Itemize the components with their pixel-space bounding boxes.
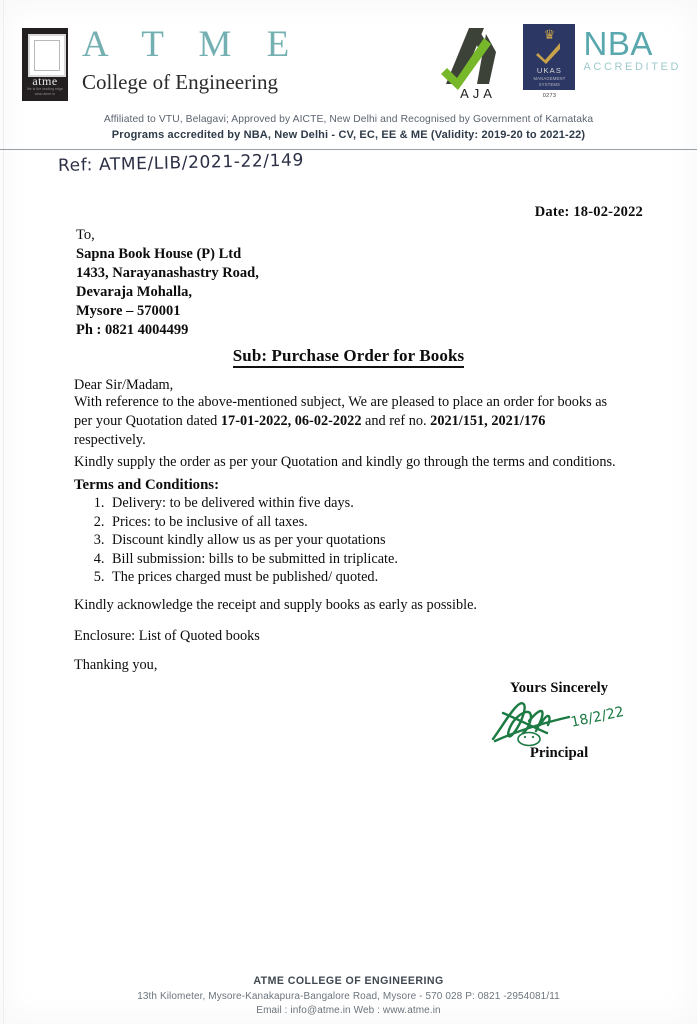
aja-logo-icon <box>439 22 517 104</box>
signature-date: 18/2/22 <box>569 703 626 731</box>
recipient-phone: Ph : 0821 4004499 <box>76 322 189 338</box>
page-footer <box>0 975 697 1016</box>
nba-accredited-label: ACCREDITED <box>583 61 681 74</box>
crown-icon: ♛ <box>543 27 556 42</box>
terms-list <box>74 494 398 587</box>
header-divider <box>0 149 697 150</box>
signature-block <box>479 680 639 762</box>
letterhead <box>0 0 697 150</box>
terms-item: 5. The prices charged must be published/ quoted. <box>108 568 398 587</box>
terms-heading: Terms and Conditions: <box>74 477 219 493</box>
designation: Principal <box>529 745 589 761</box>
supply-instruction: Kindly supply the order as per your Quotation and kindly go through the terms and conditions. <box>74 454 616 470</box>
check-icon <box>536 42 562 64</box>
terms-item: 3. Discount kindly allow us as per your quotations <box>108 531 398 550</box>
recipient-address <box>76 226 259 340</box>
body-part-1: With reference to the above-mentioned subject, We are pleased to place an order for books as per your Quotation dated <box>74 394 608 429</box>
body-part-2: and ref no. <box>361 413 431 429</box>
closing-salutation: Yours Sincerely <box>509 680 609 696</box>
recipient-to-label: To, <box>76 227 95 243</box>
ukas-number: 0273 <box>542 93 557 99</box>
ukas-system-line2: SYSTEMS <box>538 81 561 87</box>
subject-line <box>0 346 697 366</box>
affiliation-line-1: Affiliated to VTU, Belagavi; Approved by AICTE, New Delhi and Recognised by Government of Karnataka <box>103 114 594 125</box>
nba-logo-icon <box>583 22 681 73</box>
scan-edge-line <box>3 0 4 1024</box>
recipient-locality: Devaraja Mohalla, <box>76 284 192 300</box>
atme-logo-tagline-line1: life is the leading edge <box>26 87 64 91</box>
recipient-street: 1433, Narayanashastry Road, <box>76 265 259 281</box>
ukas-logo-icon <box>523 22 575 99</box>
reference-number-handwritten: Ref: ATME/LIB/2021-22/149 <box>57 150 305 176</box>
institute-subtitle: College of Engineering <box>82 70 278 94</box>
atme-logo-tagline-line2: www.atme.in <box>34 91 56 96</box>
affiliation-block <box>0 113 697 144</box>
atme-logo-wordmark: atme <box>32 74 58 88</box>
footer-college-name: ATME COLLEGE OF ENGINEERING <box>253 975 444 987</box>
nba-wordmark: NBA <box>583 25 653 62</box>
atme-logo-tagline <box>22 87 68 97</box>
footer-address: 13th Kilometer, Mysore-Kanakapura-Bangalore Road, Mysore - 570 028 P: 0821 -2954081/11 <box>137 991 560 1002</box>
recipient-name: Sapna Book House (P) Ltd <box>76 246 242 262</box>
institute-branding <box>22 26 302 101</box>
recipient-city-pin: Mysore – 570001 <box>76 303 181 319</box>
terms-item: 1. Delivery: to be delivered within five days. <box>108 494 398 513</box>
body-paragraph <box>74 393 619 450</box>
footer-contact: Email : info@atme.in Web : www.atme.in <box>256 1005 441 1016</box>
atme-logo-icon <box>22 28 68 101</box>
ukas-badge <box>523 24 575 90</box>
salutation: Dear Sir/Madam, <box>74 377 174 393</box>
ukas-system-text <box>523 76 575 87</box>
atme-logo-inner-square <box>34 40 60 71</box>
institute-name-block <box>82 26 302 93</box>
accreditation-logos <box>439 22 681 104</box>
institute-name: A T M E <box>82 24 303 65</box>
thanking-line: Thanking you, <box>74 657 158 673</box>
terms-item: 2. Prices: to be inclusive of all taxes. <box>108 513 398 532</box>
atme-logo-frame <box>28 34 66 77</box>
body-part-3: respectively. <box>74 432 146 448</box>
letter-date: Date: 18-02-2022 <box>534 204 643 220</box>
ukas-name: UKAS <box>536 66 563 75</box>
acknowledge-request: Kindly acknowledge the receipt and supply books as early as possible. <box>74 597 477 613</box>
enclosure-line: Enclosure: List of Quoted books <box>74 628 260 644</box>
subject-text: Sub: Purchase Order for Books <box>233 346 464 368</box>
terms-item: 4. Bill submission: bills to be submitted in triplicate. <box>108 550 398 569</box>
signature-area <box>479 697 639 747</box>
letterhead-row <box>22 26 687 110</box>
body-reference-numbers: 2021/151, 2021/176 <box>430 413 546 429</box>
svg-text:AJA: AJA <box>460 86 497 101</box>
ukas-system-line1: MANAGEMENT <box>533 76 566 81</box>
body-quotation-dates: 17-01-2022, 06-02-2022 <box>220 413 362 429</box>
affiliation-line-2: Programs accredited by NBA, New Delhi - CV, EC, EE & ME (Validity: 2019-20 to 2021-22) <box>111 128 586 141</box>
aja-logo-svg <box>439 22 517 104</box>
